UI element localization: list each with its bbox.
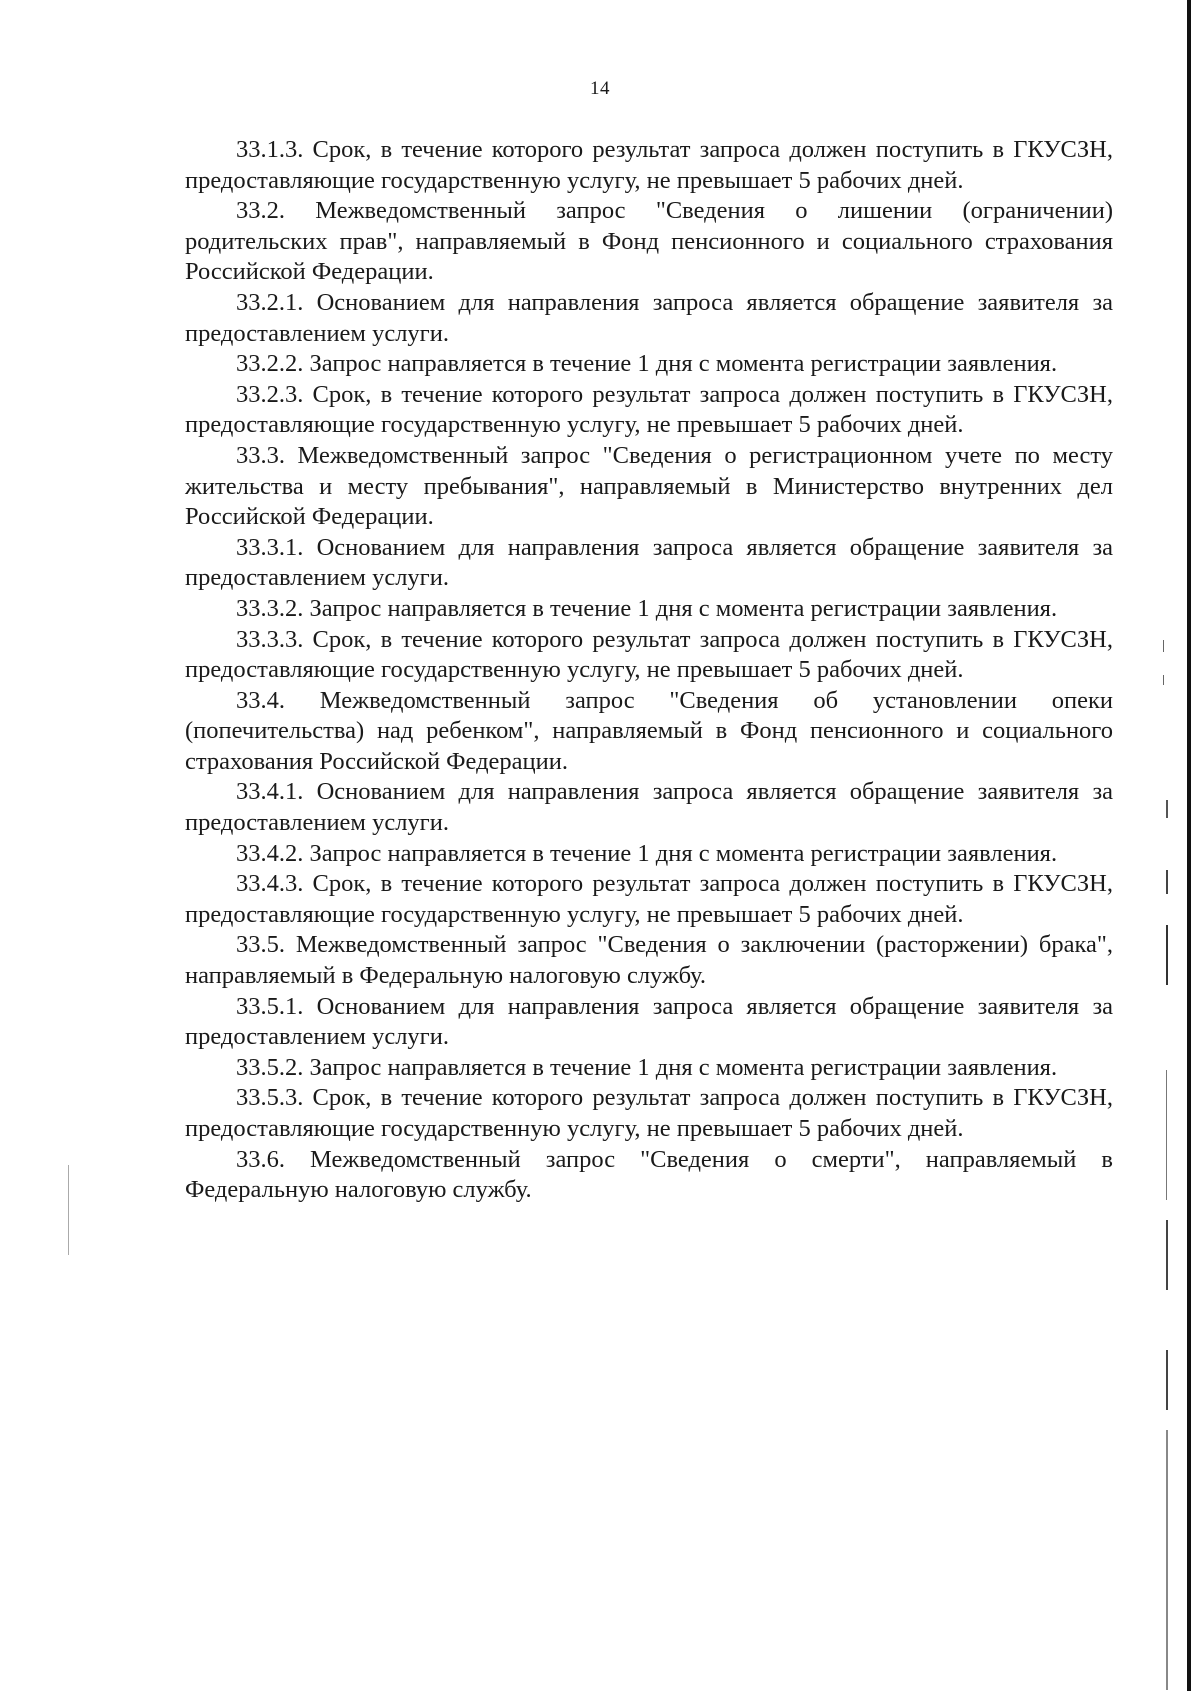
paragraph-33-1-3: 33.1.3. Срок, в течение которого результат запроса должен поступить в ГКУСЗН, предоставляющие государственную услугу, не превышает 5 рабочих дней.	[185, 136, 1113, 194]
paragraph-33-2-3: 33.2.3. Срок, в течение которого результат запроса должен поступить в ГКУСЗН, предоставляющие государственную услугу, не превышает 5 рабочих дней.	[185, 380, 1113, 439]
paragraph-33-3: 33.3. Межведомственный запрос "Сведения о регистрационном учете по месту жительства и месту пребывания", направляемый в Министерство внутренних дел Российской Федерации.	[185, 441, 1113, 531]
scan-artifact	[1166, 1430, 1168, 1690]
paragraph-33-2-1: 33.2.1. Основанием для направления запроса является обращение заявителя за предоставлением услуги.	[185, 288, 1113, 347]
scan-artifact	[1166, 800, 1168, 818]
paragraph-33-4: 33.4. Межведомственный запрос "Сведения об установлении опеки (попечительства) над ребенком", направляемый в Фонд пенсионного и социального страхования Российской Федерации.	[185, 686, 1113, 775]
paragraph-33-3-3: 33.3.3. Срок, в течение которого результат запроса должен поступить в ГКУСЗН, предоставляющие государственную услугу, не превышает 5 рабочих дней.	[185, 625, 1113, 684]
scan-artifact	[68, 1165, 69, 1255]
paragraph-33-2: 33.2. Межведомственный запрос "Сведения о лишении (ограничении) родительских прав", направляемый в Фонд пенсионного и социального страхования Российской Федерации.	[185, 197, 1113, 286]
scan-edge-line	[1187, 0, 1191, 1691]
paragraph-33-5-1: 33.5.1. Основанием для направления запроса является обращение заявителя за предоставлением услуги.	[185, 992, 1113, 1051]
paragraph-33-4-2: 33.4.2. Запрос направляется в течение 1 дня с момента регистрации заявления.	[236, 839, 1058, 867]
scan-artifact	[1166, 925, 1168, 985]
page-number: 14	[590, 78, 610, 99]
paragraph-33-5-2: 33.5.2. Запрос направляется в течение 1 дня с момента регистрации заявления.	[236, 1053, 1058, 1081]
scan-artifact	[1163, 640, 1164, 652]
scan-artifact	[1166, 1220, 1168, 1290]
scan-artifact	[1166, 870, 1168, 894]
paragraph-33-3-1: 33.3.1. Основанием для направления запроса является обращение заявителя за предоставлением услуги.	[185, 533, 1113, 592]
scan-artifact	[1166, 1070, 1167, 1200]
paragraph-33-6: 33.6. Межведомственный запрос "Сведения о смерти", направляемый в Федеральную налоговую службу.	[185, 1145, 1113, 1204]
scan-artifact	[1166, 1350, 1168, 1410]
paragraph-33-4-1: 33.4.1. Основанием для направления запроса является обращение заявителя за предоставлением услуги.	[185, 778, 1113, 837]
document-body	[185, 135, 1113, 1206]
paragraph-33-4-3: 33.4.3. Срок, в течение которого результат запроса должен поступить в ГКУСЗН, предоставляющие государственную услугу, не превышает 5 рабочих дней.	[185, 870, 1113, 928]
paragraph-33-3-2: 33.3.2. Запрос направляется в течение 1 дня с момента регистрации заявления.	[236, 594, 1058, 622]
paragraph-33-5-3: 33.5.3. Срок, в течение которого результат запроса должен поступить в ГКУСЗН, предоставляющие государственную услугу, не превышает 5 рабочих дней.	[185, 1084, 1113, 1142]
scan-artifact	[1163, 675, 1164, 685]
paragraph-33-2-2: 33.2.2. Запрос направляется в течение 1 дня с момента регистрации заявления.	[236, 350, 1058, 378]
paragraph-33-5: 33.5. Межведомственный запрос "Сведения о заключении (расторжении) брака", направляемый в Федеральную налоговую службу.	[185, 931, 1113, 990]
